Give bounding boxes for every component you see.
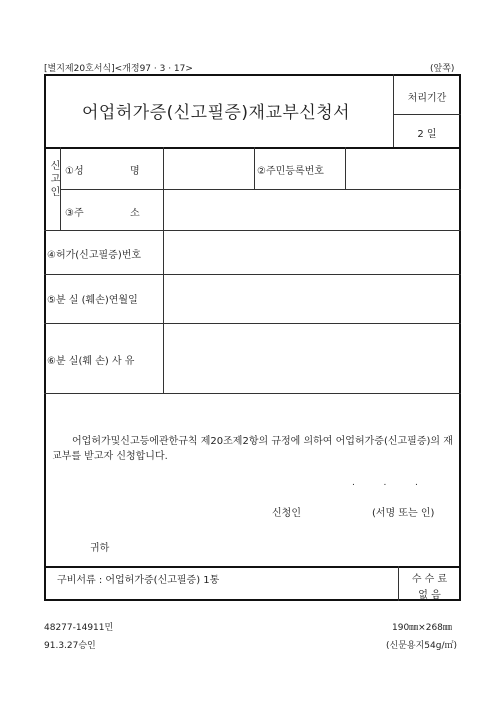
name-label: ①성 <box>65 166 84 177</box>
name-label-2: 명 <box>130 166 140 177</box>
name-field[interactable] <box>164 148 254 188</box>
permit-number-label: ④허가(신고필증)번호 <box>47 250 142 261</box>
form-title: 어업허가증(신고필증)재교부신청서 <box>82 103 351 123</box>
signature-note: (서명 또는 인) <box>372 508 435 519</box>
page-side-label: (앞쪽) <box>430 64 455 74</box>
form-reference: [별지제20호서식]<개정97 · 3 · 17> <box>44 64 193 74</box>
paper-size: 190㎜×268㎜ <box>392 623 452 633</box>
date-marks: . . . <box>352 478 418 488</box>
loss-date-field[interactable] <box>164 275 460 322</box>
fee-label: 수 수 료 <box>411 574 448 585</box>
addressee-label: 귀하 <box>90 543 110 554</box>
processing-period-value: 2 일 <box>417 129 437 140</box>
loss-date-label: ⑤분 실 (훼손)연월일 <box>47 295 138 306</box>
required-documents: 구비서류 : 어업허가증(신고필증) 1통 <box>57 575 220 586</box>
loss-reason-label: ⑥분 실(훼 손) 사 유 <box>47 356 135 367</box>
permit-number-field[interactable] <box>164 231 460 273</box>
applicant-label: 신고인 <box>48 160 59 199</box>
application-statement-line-1: 어업허가및신고등에관한규칙 제20조제2항의 규정에 의하여 어업허가증(신고필증)의 재 <box>72 436 453 447</box>
loss-reason-field[interactable] <box>164 324 460 392</box>
resident-number-field[interactable] <box>346 148 460 188</box>
resident-number-label: ②주민등록번호 <box>257 166 324 177</box>
address-label: ③주 <box>65 208 84 219</box>
applicant-sign-label: 신청인 <box>272 508 301 519</box>
application-statement-line-2: 교부를 받고자 신청합니다. <box>52 451 168 462</box>
paper-type: (신문용지54g/㎡) <box>386 641 457 651</box>
approval-date: 91.3.27승인 <box>44 641 96 651</box>
fee-value: 없 음 <box>418 590 441 601</box>
form-code: 48277-14911민 <box>44 623 114 633</box>
processing-period-label: 처리기간 <box>407 93 447 104</box>
address-field[interactable] <box>164 190 460 229</box>
address-label-2: 소 <box>130 208 140 219</box>
